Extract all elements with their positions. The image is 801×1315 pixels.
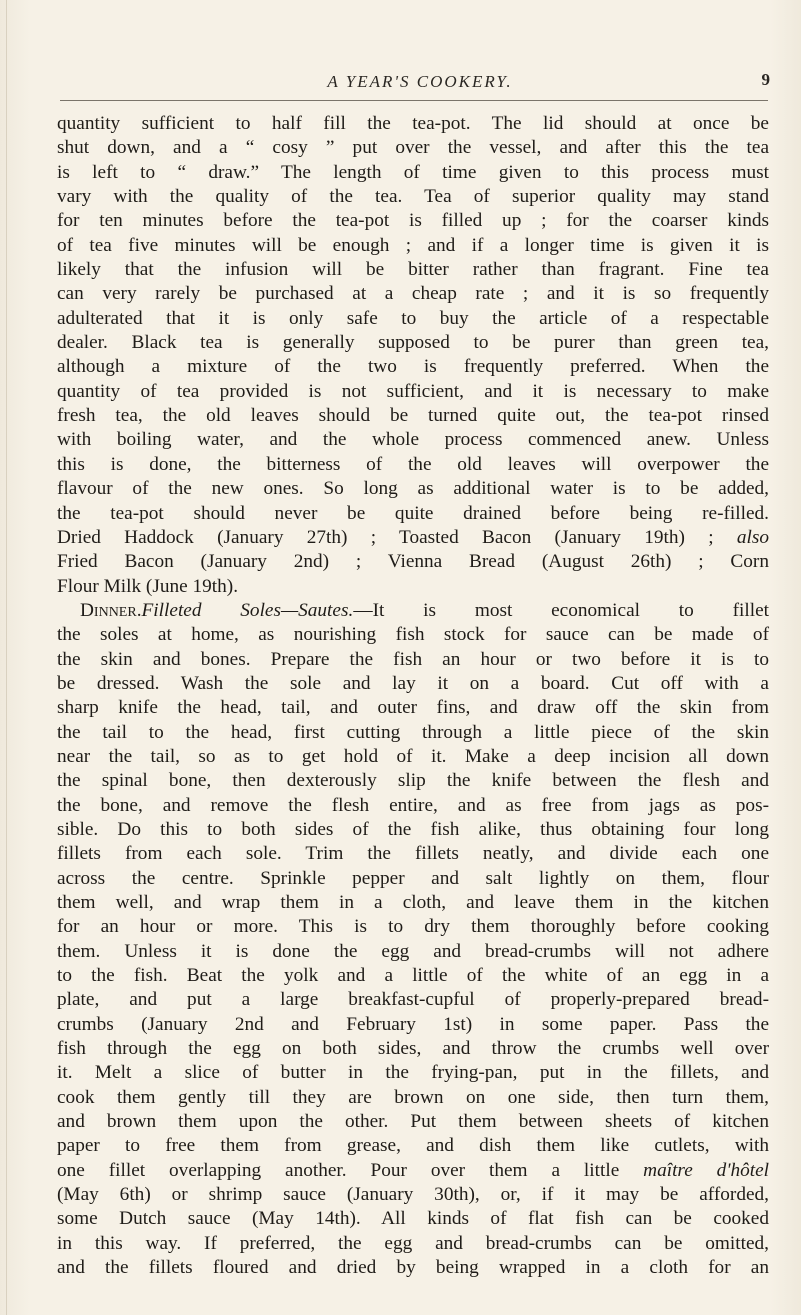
text-line: of tea five minutes will be enough ; and if a longer time is given it is (57, 234, 769, 256)
text-line: although a mixture of the two is frequently preferred. When the (57, 356, 769, 378)
text-line: can very rarely be purchased at a cheap rate ; and it is so frequently (57, 283, 769, 305)
maitre-d-hotel: maître d'hôtel (643, 1159, 769, 1181)
text-line: to the fish. Beat the yolk and a little of the white of an egg in a (57, 965, 769, 987)
text-segment: Fried Bacon (January 2nd) ; Vienna Bread (August 26th) ; Corn (57, 551, 769, 573)
text-line: Dried Haddock (January 27th) ; Toasted Bacon (January 19th) ; also (57, 526, 769, 548)
page-header (60, 68, 780, 98)
text-line: with boiling water, and the whole process commenced anew. Unless (57, 429, 769, 451)
text-line: dealer. Black tea is generally supposed to be purer than green tea, (57, 332, 769, 354)
text-line: (May 6th) or shrimp sauce (January 30th), or, if it may be afforded, (57, 1184, 769, 1206)
text-line: sible. Do this to both sides of the fish alike, thus obtaining four long (57, 818, 769, 840)
text-line: near the tail, so as to get hold of it. Make a deep incision all down (57, 745, 769, 767)
also-word: also (713, 526, 769, 548)
text-line: them well, and wrap them in a cloth, and leave them in the kitchen (57, 892, 769, 913)
text-line: for an hour or more. This is to dry them thoroughly before cooking (57, 916, 769, 938)
text-line: in this way. If preferred, the egg and bread-crumbs can be omitted, (57, 1232, 769, 1254)
dish-title: Filleted Soles—Sautes. (141, 599, 354, 621)
text-line: quantity of tea provided is not sufficient, and it is necessary to make (57, 380, 769, 402)
text-segment: one fillet overlapping another. Pour over them a little (57, 1159, 644, 1181)
text-line: them. Unless it is done the egg and bread-crumbs will not adhere (57, 940, 769, 962)
text-line: crumbs (January 2nd and February 1st) in some paper. Pass the (57, 1013, 769, 1035)
text-line: the tea-pot should never be quite drained before being re-filled. (57, 502, 769, 524)
text-line: it. Melt a slice of butter in the frying-pan, put in the fillets, and (57, 1062, 769, 1084)
text-line: the soles at home, as nourishing fish stock for sauce can be made of (57, 624, 769, 646)
text-line: paper to free them from grease, and dish them like cutlets, with (57, 1135, 769, 1157)
page-edge-shadow (6, 0, 7, 1315)
text-line: plate, and put a large breakfast-cupful of properly-prepared bread- (57, 989, 769, 1011)
text-line: fillets from each sole. Trim the fillets neatly, and divide each one (57, 843, 769, 865)
text-line: the skin and bones. Prepare the fish an hour or two before it is to (57, 648, 769, 670)
body-text (57, 112, 769, 1281)
text-line: fresh tea, the old leaves should be turned quite out, the tea-pot rinsed (57, 405, 769, 427)
text-line: be dressed. Wash the sole and lay it on a board. Cut off with a (57, 672, 769, 694)
dinner-label: Dinner. (80, 599, 142, 621)
maitre-line (57, 1159, 769, 1183)
text-line: across the centre. Sprinkle pepper and salt lightly on them, flour (57, 867, 769, 889)
text-line: is left to “ draw.” The length of time given to this process must (57, 161, 769, 183)
text-line: this is done, the bitterness of the old leaves will overpower the (57, 453, 769, 475)
text-line: Flour Milk (June 19th). (57, 575, 239, 597)
text-line: and brown them upon the other. Put them between sheets of kitchen (57, 1111, 769, 1133)
text-line: adulterated that it is only safe to buy the article of a respectable (57, 307, 769, 329)
text-line: quantity sufficient to half fill the tea-pot. The lid should at once be (57, 113, 769, 134)
text-line: likely that the infusion will be bitter rather than fragrant. Fine tea (57, 259, 769, 281)
text-line: fish through the egg on both sides, and throw the crumbs well over (57, 1038, 769, 1060)
text-line: shut down, and a “ cosy ” put over the vessel, and after this the tea (57, 137, 769, 159)
text-line-with-italic (57, 550, 769, 574)
text-line: the tail to the head, first cutting through a little piece of the skin (57, 721, 769, 743)
text-line: for ten minutes before the tea-pot is filled up ; for the coarser kinds (57, 210, 769, 232)
text-line: some Dutch sauce (May 14th). All kinds of flat fish can be cooked (57, 1208, 769, 1230)
text-line: vary with the quality of the tea. Tea of superior quality may stand (57, 186, 769, 208)
text-line: sharp knife the head, tail, and outer fins, and draw off the skin from (57, 697, 769, 719)
running-title: A YEAR'S COOKERY. (327, 72, 513, 91)
text-line: the spinal bone, then dexterously slip the knife between the flesh and (57, 770, 769, 792)
text-line: the bone, and remove the flesh entire, and as free from jags as pos- (57, 794, 769, 816)
text-line: flavour of the new ones. So long as additional water is to be added, (57, 478, 769, 500)
page-number: 9 (761, 70, 770, 89)
header-rule (60, 100, 768, 101)
text-line: cook them gently till they are brown on one side, then turn them, (57, 1086, 769, 1108)
text-segment: —It is most economical to fillet (353, 599, 769, 621)
text-line: and the fillets floured and dried by being wrapped in a cloth for an (57, 1257, 769, 1279)
dinner-heading-line (57, 599, 769, 623)
